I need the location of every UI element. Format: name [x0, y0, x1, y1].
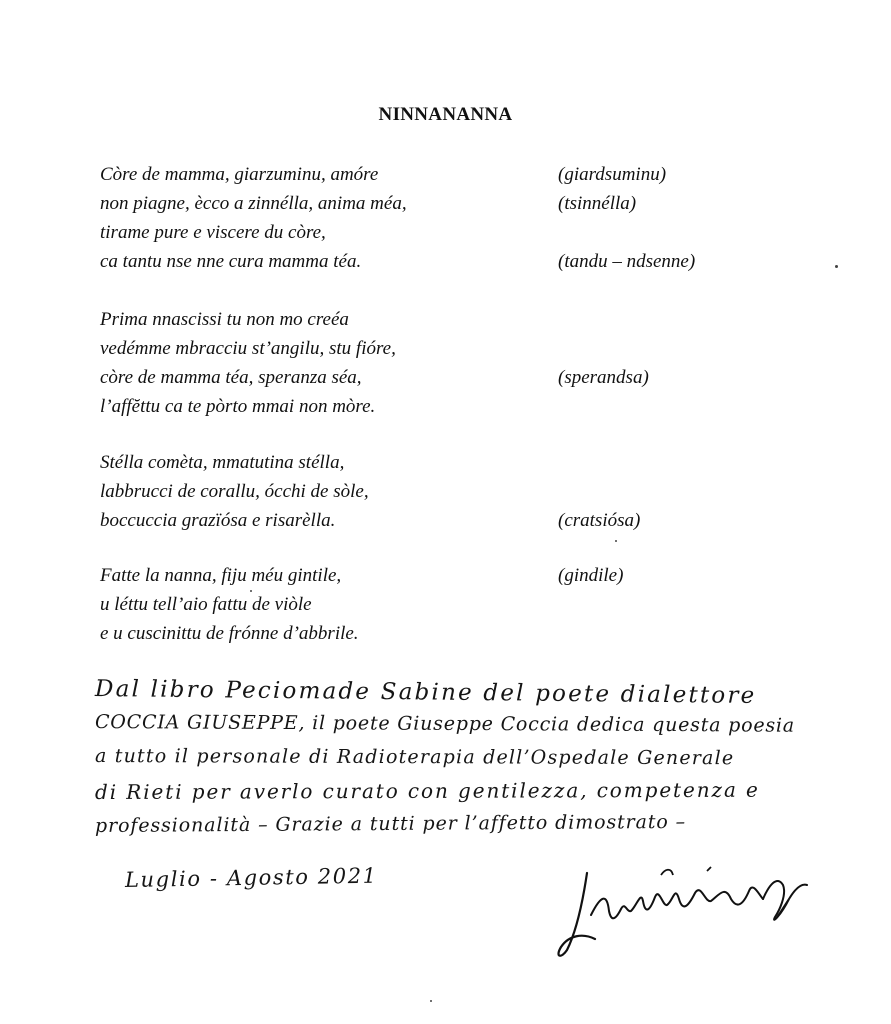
verse-line — [100, 590, 800, 619]
verse-line — [100, 363, 800, 392]
verse-line — [100, 619, 800, 648]
scan-speck — [430, 1000, 432, 1002]
scan-speck — [835, 265, 838, 268]
stanza-2 — [100, 305, 800, 421]
scan-speck — [250, 590, 252, 592]
verse-text: Còre de mamma, giarzuminu, amóre — [100, 164, 379, 185]
verse-line — [100, 305, 800, 334]
verse-line — [100, 189, 800, 218]
verse-text: u léttu tell’aio fattu de viòle — [100, 594, 312, 615]
handwritten-line: professionalità – Grazie a tutti per l’affetto dimostrato – — [94, 810, 687, 837]
handwritten-line: a tutto il personale di Radioterapia dell’Ospedale Generale — [94, 745, 735, 770]
verse-line — [100, 218, 800, 247]
verse-text: vedémme mbracciu st’angilu, stu fióre, — [100, 338, 396, 359]
verse-text: Fatte la nanna, fiju méu gintile, — [100, 565, 342, 586]
pronunciation-note: (tandu – ndsenne) — [558, 251, 696, 272]
verse-text: l’affĕttu ca te pòrto mmai non mòre. — [100, 396, 376, 417]
handwritten-date: Luglio - Agosto 2021 — [124, 863, 378, 892]
pronunciation-note: (giardsuminu) — [558, 164, 667, 185]
handwritten-line: COCCIA GIUSEPPE, il poete Giuseppe Coccia dedica questa poesia — [94, 711, 796, 737]
verse-line — [100, 334, 800, 363]
verse-line — [100, 477, 800, 506]
verse-text: ca tantu nse nne cura mamma téa. — [100, 251, 362, 272]
verse-text: Prima nnascissi tu non mo creéa — [100, 309, 349, 330]
verse-line — [100, 160, 800, 189]
pronunciation-note: (cratsiósa) — [558, 510, 641, 531]
handwritten-line: Dal libro Peciomade Sabine del poete dialettore — [94, 676, 757, 709]
handwritten-line: di Rieti per averlo curato con gentilezza, competenza e — [94, 777, 760, 804]
verse-text: boccuccia grazïósa e risarèlla. — [100, 510, 336, 531]
verse-line — [100, 247, 800, 276]
pronunciation-note: (sperandsa) — [558, 367, 649, 388]
pronunciation-note: (gindile) — [558, 565, 624, 586]
verse-text: e u cuscinittu de frónne d’abbrile. — [100, 623, 359, 644]
verse-text: còre de mamma téa, speranza séa, — [100, 367, 362, 388]
verse-line — [100, 506, 800, 535]
pronunciation-note: (tsinnélla) — [558, 193, 637, 214]
stanza-1 — [100, 160, 800, 276]
verse-line — [100, 448, 800, 477]
verse-text: Stélla comèta, mmatutina stélla, — [100, 452, 345, 473]
stanza-3 — [100, 448, 800, 535]
stanza-4 — [100, 561, 800, 648]
verse-line — [100, 392, 800, 421]
verse-text: non piagne, ècco a zinnélla, anima méa, — [100, 193, 407, 214]
verse-text: tirame pure e viscere du còre, — [100, 222, 326, 243]
scan-speck — [615, 540, 617, 542]
poem-title: NINNANANNA — [378, 104, 513, 125]
verse-line — [100, 561, 800, 590]
verse-text: labbrucci de corallu, ócchi de sòle, — [100, 481, 369, 502]
signature — [555, 855, 825, 965]
